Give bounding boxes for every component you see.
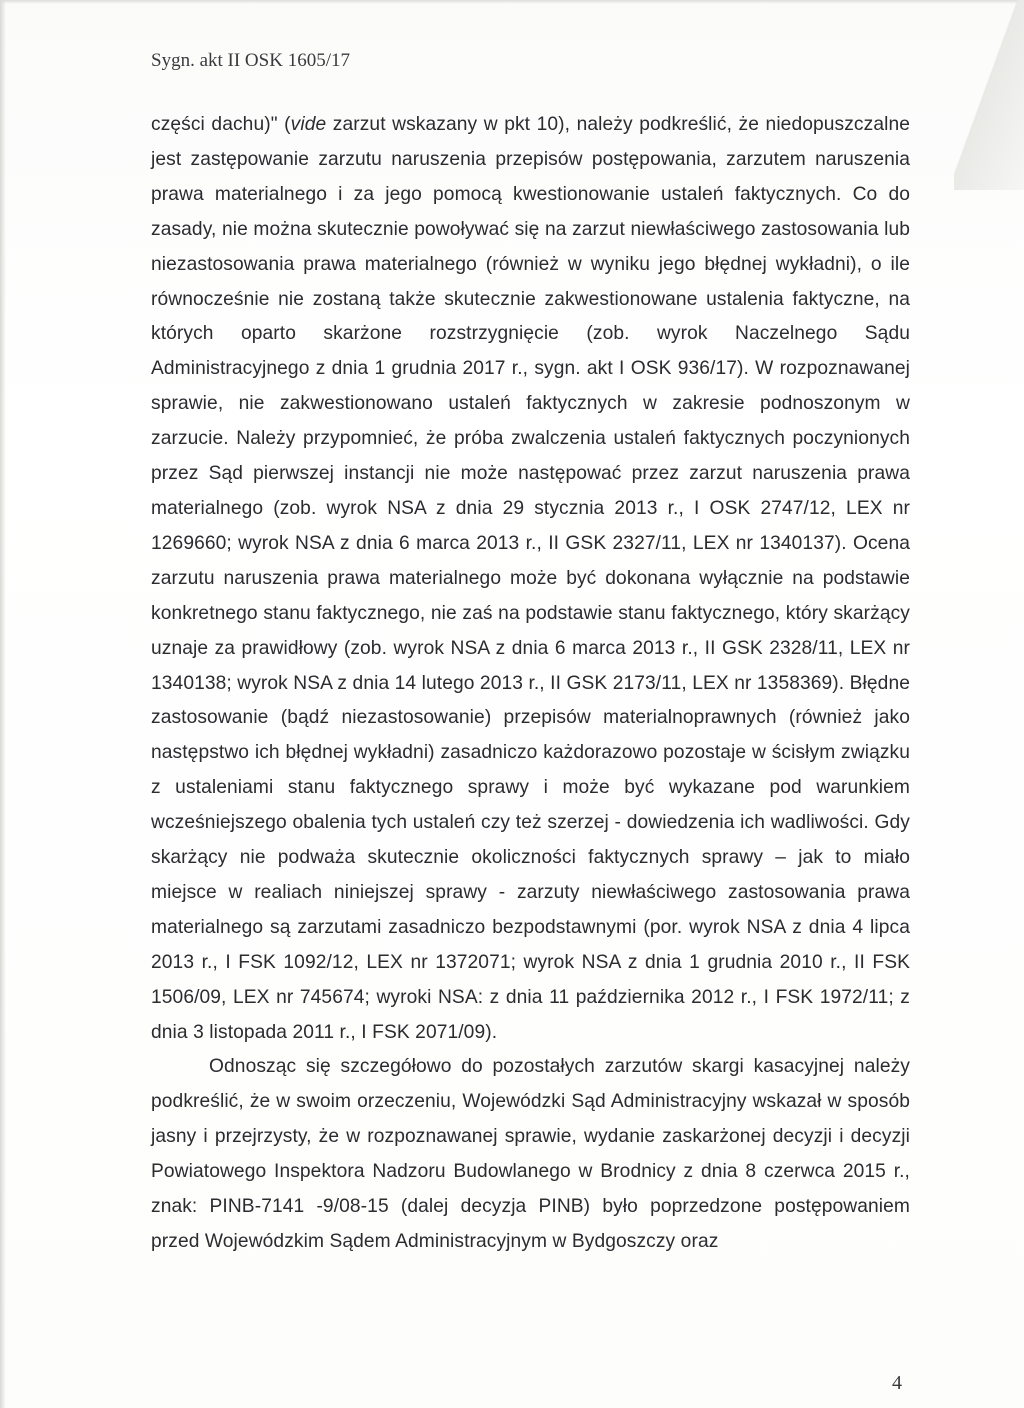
page-corner-shadow bbox=[954, 0, 1024, 190]
paragraph-1-rest: zarzut wskazany w pkt 10), należy podkreślić, że niedopuszczalne jest zastępowanie zarzutu naruszenia przepisów postępowania, zarzutem naruszenia prawa materialnego i za jego pomocą kwestionowanie ustaleń faktycznych. Co do zasady, nie można skutecznie powoływać się na zarzut niewłaściwego zastosowania lub niezastosowania prawa materialnego (również w wyniku jego błędnej wykładni), o ile równocześnie nie zostaną także skutecznie zakwestionowane ustalenia faktyczne, na których oparto skarżone rozstrzygnięcie (zob. wyrok Naczelnego Sądu Administracyjnego z dnia 1 grudnia 2017 r., sygn. akt I OSK 936/17). W rozpoznawanej sprawie, nie zakwestionowano ustaleń faktycznych w zakresie podnoszonym w zarzucie. Należy przypomnieć, że próba zwalczenia ustaleń faktycznych poczynionych przez Sąd pierwszej instancji nie może następować przez zarzut naruszenia prawa materialnego (zob. wyrok NSA z dnia 29 stycznia 2013 r., I OSK 2747/12, LEX nr 1269660; wyrok NSA z dnia 6 marca 2013 r., II GSK 2327/11, LEX nr 1340137). Ocena zarzutu naruszenia prawa materialnego może być dokonana wyłącznie na podstawie konkretnego stanu faktycznego, nie zaś na podstawie stanu faktycznego, który skarżący uznaje za prawidłowy (zob. wyrok NSA z dnia 6 marca 2013 r., II GSK 2328/11, LEX nr 1340138; wyrok NSA z dnia 14 lutego 2013 r., II GSK 2173/11, LEX nr 1358369). Błędne zastosowanie (bądź niezastosowanie) przepisów materialnoprawnych (również jako następstwo ich błędnej wykładni) zasadniczo każdorazowo pozostaje w ścisłym związku z ustaleniami stanu faktycznego sprawy i może być wykazane pod warunkiem wcześniejszego obalenia tych ustaleń czy też szerzej - dowiedzenia ich wadliwości. Gdy skarżący nie podważa skutecznie okoliczności faktycznych sprawy – jak to miało miejsce w realiach niniejszej sprawy - zarzuty niewłaściwego zastosowania prawa materialnego są zarzutami zasadniczo bezpodstawnymi (por. wyrok NSA z dnia 4 lipca 2013 r., I FSK 1092/12, LEX nr 1372071; wyrok NSA z dnia 1 grudnia 2010 r., II FSK 1506/09, LEX nr 745674; wyroki NSA: z dnia 11 października 2012 r., I FSK 1972/11; z dnia 3 listopada 2011 r., I FSK 2071/09). bbox=[151, 114, 910, 1043]
paragraph-1-start: części dachu)" ( bbox=[151, 114, 291, 135]
case-number-header: Sygn. akt II OSK 1605/17 bbox=[151, 50, 350, 71]
paragraph-1 bbox=[151, 108, 910, 1050]
document-body bbox=[151, 108, 910, 1260]
scan-shadow-left bbox=[0, 0, 6, 1408]
scan-shadow-top bbox=[0, 0, 1024, 4]
page-number: 4 bbox=[892, 1372, 902, 1394]
paragraph-2: Odnosząc się szczegółowo do pozostałych zarzutów skargi kasacyjnej należy podkreślić, że w swoim orzeczeniu, Wojewódzki Sąd Administracyjny wskazał w sposób jasny i przejrzysty, że w rozpoznawanej sprawie, wydanie zaskarżonej decyzji i decyzji Powiatowego Inspektora Nadzoru Budowlanego w Brodnicy z dnia 8 czerwca 2015 r., znak: PINB-7141 -9/08-15 (dalej decyzja PINB) było poprzedzone postępowaniem przed Wojewódzkim Sądem Administracyjnym w Bydgoszczy oraz bbox=[151, 1056, 910, 1252]
italic-vide: vide bbox=[290, 114, 327, 135]
